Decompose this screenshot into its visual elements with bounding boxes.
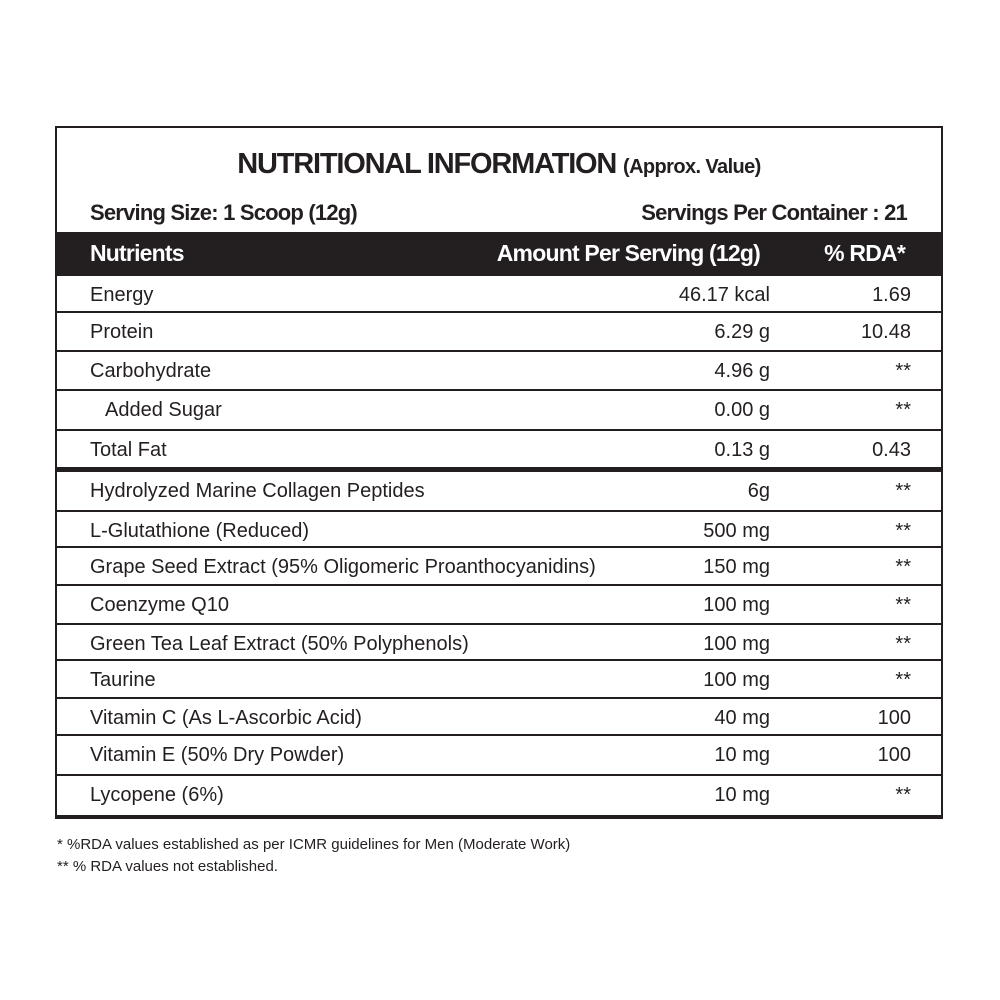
nutrient-rda: ** (895, 520, 911, 542)
nutrient-rda: ** (895, 594, 911, 616)
nutrient-name: Vitamin C (As L-Ascorbic Acid) (90, 707, 362, 729)
table-row (57, 734, 941, 776)
nutrient-name: Vitamin E (50% Dry Powder) (90, 744, 345, 766)
header-nutrients: Nutrients (90, 240, 184, 266)
footnote-1: * %RDA values established as per ICMR guidelines for Men (Moderate Work) (57, 836, 571, 853)
serving-size: Serving Size: 1 Scoop (12g) (90, 200, 357, 225)
nutrient-amount: 100 mg (703, 594, 770, 616)
title-text: NUTRITIONAL INFORMATION (237, 148, 617, 180)
table-row (57, 467, 941, 515)
nutrient-name: Protein (90, 321, 154, 343)
nutrient-name: Hydrolyzed Marine Collagen Peptides (90, 480, 425, 502)
nutrient-amount: 100 mg (703, 633, 770, 655)
table-row (57, 697, 941, 736)
nutrient-name: Taurine (90, 669, 156, 691)
nutrient-rda: 0.43 (872, 439, 911, 461)
table-row (57, 429, 941, 469)
nutrient-name: Added Sugar (105, 399, 222, 421)
nutrient-amount: 4.96 g (714, 360, 770, 382)
nutrient-rda: ** (895, 633, 911, 655)
table-title (57, 148, 941, 181)
nutrient-rda: 100 (877, 744, 911, 766)
nutrient-rda: ** (895, 399, 911, 421)
nutrient-amount: 6g (747, 480, 770, 502)
nutrient-amount: 500 mg (703, 520, 770, 542)
nutrient-name: Energy (90, 284, 154, 306)
nutrient-amount: 150 mg (703, 556, 770, 578)
table-row (57, 774, 941, 822)
nutrient-name: L-Glutathione (Reduced) (90, 520, 310, 542)
nutrient-amount: 10 mg (714, 784, 770, 806)
title-note: (Approx. Value) (623, 156, 761, 178)
table-row (57, 659, 941, 699)
header-rda: % RDA* (824, 240, 905, 266)
nutrient-name: Lycopene (6%) (90, 784, 224, 806)
table-row (57, 510, 941, 548)
table-row (57, 274, 941, 313)
table-row (57, 546, 941, 586)
nutrient-amount: 100 mg (703, 669, 770, 691)
table-row (57, 311, 941, 352)
nutrient-name: Coenzyme Q10 (90, 594, 229, 616)
nutrient-rda: ** (895, 784, 911, 806)
nutrient-name: Carbohydrate (90, 360, 212, 382)
nutrient-name: Grape Seed Extract (95% Oligomeric Proanthocyanidins) (90, 556, 596, 578)
nutrient-amount: 40 mg (714, 707, 770, 729)
table-row (57, 389, 941, 431)
nutrient-name: Green Tea Leaf Extract (50% Polyphenols) (90, 633, 469, 655)
table-row (57, 350, 941, 391)
nutrient-amount: 0.13 g (714, 439, 770, 461)
nutrient-amount: 6.29 g (714, 321, 770, 343)
servings-per-container: Servings Per Container : 21 (641, 200, 907, 225)
table-row (57, 623, 941, 661)
nutrient-rda: 100 (877, 707, 911, 729)
table-header (55, 232, 943, 274)
nutrient-rda: ** (895, 669, 911, 691)
nutrient-rda: 1.69 (872, 284, 911, 306)
nutrient-amount: 10 mg (714, 744, 770, 766)
nutrition-table (55, 126, 943, 819)
nutrient-rda: ** (895, 556, 911, 578)
footnote-2: ** % RDA values not established. (57, 858, 278, 875)
table-row (57, 584, 941, 625)
nutrient-name: Total Fat (90, 439, 167, 461)
nutrient-amount: 0.00 g (714, 399, 770, 421)
nutrient-rda: 10.48 (860, 321, 911, 343)
nutrient-rda: ** (895, 480, 911, 502)
header-amount: Amount Per Serving (12g) (496, 240, 760, 266)
nutrient-amount: 46.17 kcal (678, 284, 770, 306)
nutrient-rda: ** (895, 360, 911, 382)
